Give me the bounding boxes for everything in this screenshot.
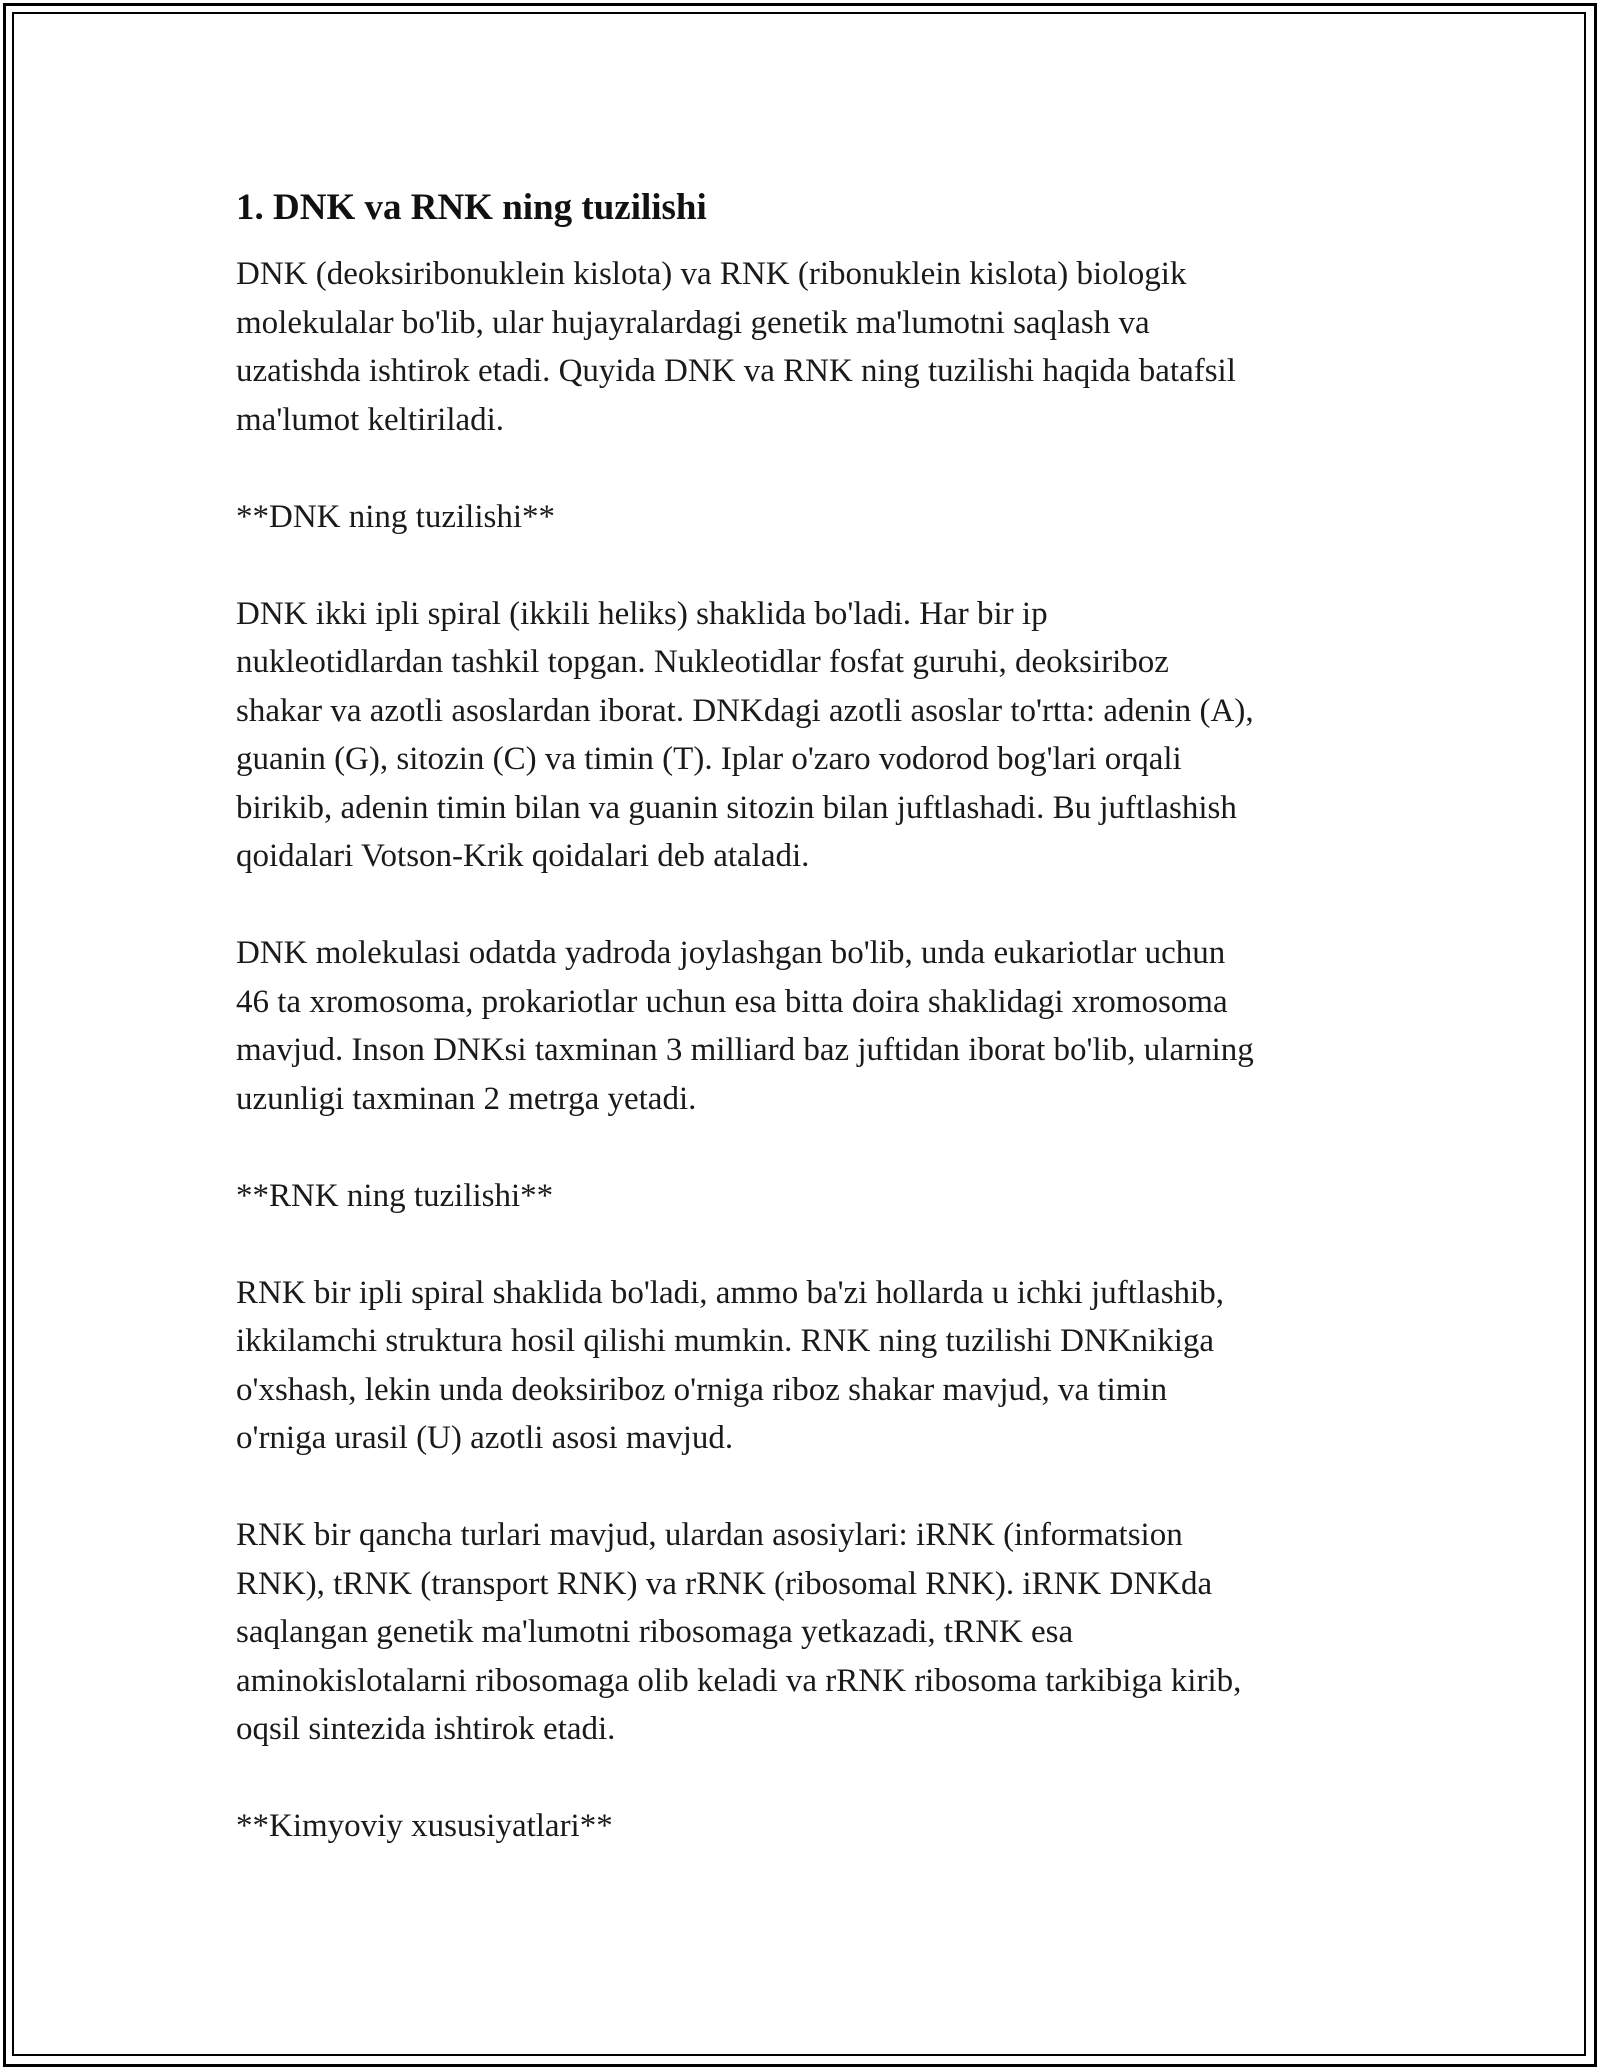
intro-paragraph: DNK (deoksiribonuklein kislota) va RNK (ribonuklein kislota) biologik molekulalar bo'lib, ular hujayralardagi genetik ma'lumotni saqlash va uzatishda ishtirok etadi. Quyida DNK va RNK ning tuzilishi haqida batafsil ma'lumot keltiriladi. (236, 256, 1236, 438)
chemical-properties-subheading: **Kimyoviy xususiyatlari** (236, 1808, 613, 1844)
dnk-structure-subheading: **DNK ning tuzilishi** (236, 498, 555, 535)
dnk-chromosome-paragraph: DNK molekulasi odatda yadroda joylashgan bo'lib, unda eukariotlar uchun 46 ta xromosoma, prokariotlar uchun esa bitta doira shaklidagi xromosoma mavjud. Inson DNKsi taxminan 3 milliard baz juftidan iborat bo'lib, ularning uzunligi taxminan 2 metrga yetadi. (236, 935, 1254, 1117)
rnk-structure-subheading: **RNK ning tuzilishi** (236, 1177, 554, 1214)
rnk-structure-paragraph: RNK bir ipli spiral shaklida bo'ladi, ammo ba'zi hollarda u ichki juftlashib, ikkilamchi struktura hosil qilishi mumkin. RNK ning tuzilishi DNKnikiga o'xshash, lekin unda deoksiriboz o'rniga riboz shakar mavjud, va timin o'rniga urasil (U) azotli asosi mavjud. (236, 1274, 1224, 1456)
rnk-types-paragraph: RNK bir qancha turlari mavjud, ulardan asosiylari: iRNK (informatsion RNK), tRNK (transport RNK) va rRNK (ribosomal RNK). iRNK DNKda saqlangan genetik ma'lumotni ribosomaga yetkazadi, tRNK esa aminokislotalarni ribosomaga olib keladi va rRNK ribosoma tarkibiga kirib, oqsil sintezida ishtirok etadi. (236, 1517, 1242, 1747)
section-heading: 1. DNK va RNK ning tuzilishi (236, 187, 707, 228)
document-body (236, 180, 1376, 1899)
dnk-helix-paragraph: DNK ikki ipli spiral (ikkili heliks) shaklida bo'ladi. Har bir ip nukleotidlardan tashkil topgan. Nukleotidlar fosfat guruhi, deoksiriboz shakar va azotli asoslardan iborat. DNKdagi azotli asoslar to'rtta: adenin (A), guanin (G), sitozin (C) va timin (T). Iplar o'zaro vodorod bog'lari orqali birikib, adenin timin bilan va guanin sitozin bilan juftlashadi. Bu juftlashish qoidalari Votson-Krik qoidalari deb ataladi. (236, 595, 1254, 874)
